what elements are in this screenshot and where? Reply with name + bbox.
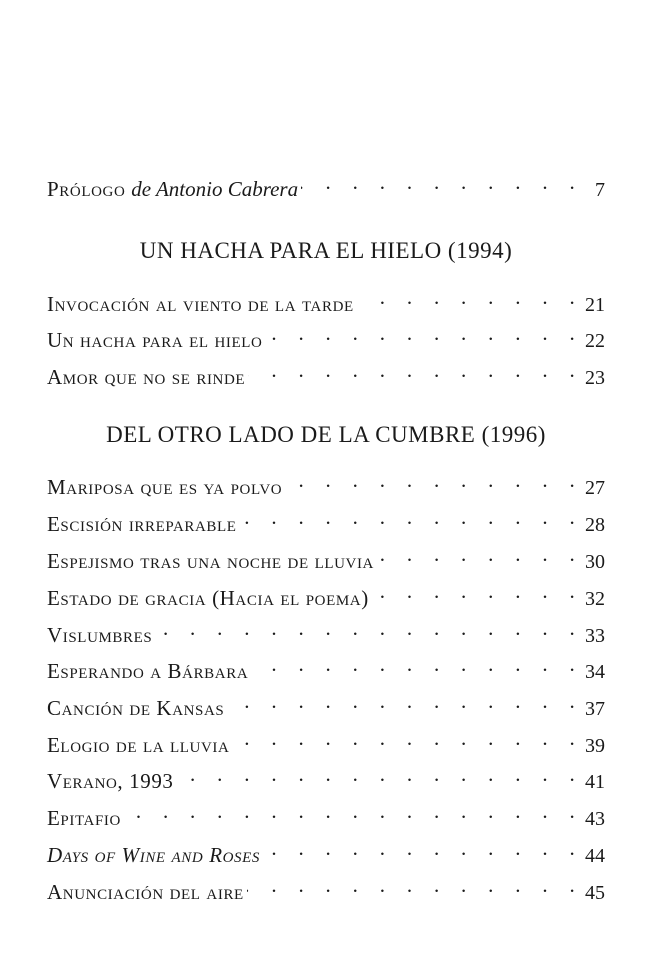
entry-title-italic: de Antonio Cabrera (131, 177, 299, 201)
entry-page-number: 39 (585, 735, 605, 757)
entry-title: Mariposa que es ya polvo (47, 475, 283, 499)
entry-title: Vislumbres (47, 623, 153, 647)
entry-title: Invocación al viento de la tarde (47, 292, 354, 316)
entry-page-number: 34 (585, 661, 605, 683)
toc-entry (47, 614, 605, 647)
dot-leader (155, 614, 583, 642)
entry-title: Canción de Kansas (47, 696, 225, 720)
entry-title: Estado de gracia (Hacia el poema) (47, 586, 369, 610)
entry-page-number: 37 (585, 698, 605, 720)
entry-title: Prólogo de Antonio Cabrera (47, 177, 299, 201)
toc-entry (47, 760, 605, 793)
entry-page-number: 7 (595, 179, 605, 201)
entry-page-number: 45 (585, 882, 605, 904)
entry-title: Espejismo tras una noche de lluvia (47, 549, 374, 573)
entry-title: Amor que no se rinde (47, 365, 246, 389)
toc-entry (47, 650, 605, 683)
toc-entry (47, 356, 605, 389)
dot-leader (177, 760, 583, 788)
entry-page-number: 22 (585, 330, 605, 352)
dot-leader (372, 577, 583, 605)
toc-entry (47, 466, 605, 499)
toc-entry (47, 724, 605, 757)
entry-title: Esperando a Bárbara (47, 659, 249, 683)
entry-page-number: 44 (585, 845, 605, 867)
section-heading-cumbre: DEL OTRO LADO DE LA CUMBRE (1996) (106, 422, 546, 447)
dot-leader (124, 797, 583, 825)
toc-entry (47, 687, 605, 720)
entry-page-number: 28 (585, 514, 605, 536)
dot-leader (240, 503, 583, 531)
dot-leader (357, 283, 583, 311)
entry-title: Days of Wine and Roses (47, 843, 261, 867)
dot-leader (377, 540, 583, 568)
entry-page-number: 23 (585, 367, 605, 389)
entry-page-number: 43 (585, 808, 605, 830)
toc-entry (47, 797, 605, 830)
dot-leader (247, 871, 583, 899)
entry-title: Epitafio (47, 806, 121, 830)
dot-leader (232, 724, 583, 752)
dot-leader (251, 650, 583, 678)
section-heading-hacha: UN HACHA PARA EL HIELO (1994) (139, 238, 513, 263)
toc-entry (47, 834, 605, 867)
entry-page-number: 21 (585, 294, 605, 316)
entry-title: Anunciación del aire (47, 880, 244, 904)
toc-entry (47, 577, 605, 610)
toc-entry (47, 319, 605, 352)
toc-entry (47, 503, 605, 536)
dot-leader (263, 834, 583, 862)
entry-page-number: 32 (585, 588, 605, 610)
entry-title: Verano, 1993 (47, 769, 174, 793)
dot-leader (285, 466, 583, 494)
dot-leader (301, 168, 583, 196)
entry-page-number: 27 (585, 477, 605, 499)
entry-title: Escisión irreparable (47, 512, 237, 536)
entry-page-number: 41 (585, 771, 605, 793)
toc-entry (47, 871, 605, 904)
toc-entry-prologue (47, 168, 605, 201)
entry-title: Elogio de la lluvia (47, 733, 230, 757)
dot-leader (248, 356, 583, 384)
toc-entry (47, 540, 605, 573)
dot-leader (265, 319, 583, 347)
dot-leader (227, 687, 583, 715)
entry-title: Un hacha para el hielo (47, 328, 263, 352)
entry-page-number: 30 (585, 551, 605, 573)
toc-entry (47, 283, 605, 316)
entry-page-number: 33 (585, 625, 605, 647)
